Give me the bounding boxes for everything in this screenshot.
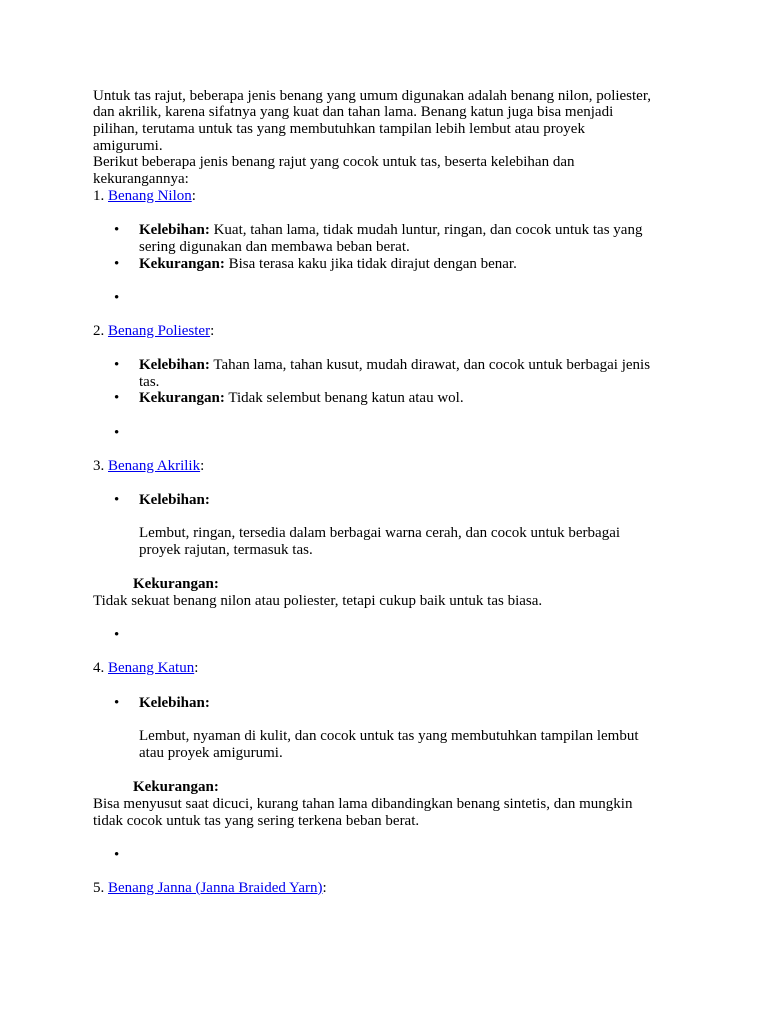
kekurangan-label: Kekurangan: bbox=[139, 390, 225, 406]
kelebihan-text-cont: tas. bbox=[139, 374, 160, 390]
heading-colon: : bbox=[194, 660, 199, 676]
section-heading-4 bbox=[93, 660, 198, 677]
kekurangan-label: Kekurangan: bbox=[133, 779, 219, 795]
section-number: 4. bbox=[93, 660, 108, 676]
empty-bullet-icon: • bbox=[114, 847, 120, 863]
section-heading-1 bbox=[93, 188, 196, 205]
link-benang-janna[interactable]: Benang Janna (Janna Braided Yarn) bbox=[108, 880, 323, 896]
kelebihan-text-cont: sering digunakan dan membawa beban berat. bbox=[139, 239, 410, 255]
bullet-icon: • bbox=[114, 390, 120, 406]
kekurangan-text: Bisa terasa kaku jika tidak dirajut dengan benar. bbox=[228, 256, 517, 272]
heading-colon: : bbox=[210, 323, 215, 339]
kelebihan-label bbox=[139, 695, 210, 712]
heading-colon: : bbox=[322, 880, 327, 896]
section-number: 1. bbox=[93, 188, 108, 204]
heading-colon: : bbox=[200, 458, 205, 474]
intro-line: kekurangannya: bbox=[93, 171, 189, 187]
link-benang-nilon[interactable]: Benang Nilon bbox=[108, 188, 192, 204]
kelebihan-item bbox=[139, 357, 650, 374]
kekurangan-text: Tidak selembut benang katun atau wol. bbox=[228, 390, 464, 406]
kelebihan-label-text: Kelebihan: bbox=[139, 492, 210, 508]
link-benang-akrilik[interactable]: Benang Akrilik bbox=[108, 458, 201, 474]
kelebihan-text: Lembut, nyaman di kulit, dan cocok untuk tas yang membutuhkan tampilan lembut bbox=[139, 728, 639, 744]
kekurangan-text-cont: tidak cocok untuk tas yang sering terkena beban berat. bbox=[93, 813, 420, 829]
kekurangan-item bbox=[139, 390, 464, 407]
section-heading-2 bbox=[93, 323, 214, 340]
kekurangan-item bbox=[139, 256, 517, 273]
empty-bullet-icon: • bbox=[114, 425, 120, 441]
kelebihan-text: Kuat, tahan lama, tidak mudah luntur, ringan, dan cocok untuk tas yang bbox=[213, 222, 643, 238]
bullet-icon: • bbox=[114, 357, 120, 373]
kelebihan-text-cont: atau proyek amigurumi. bbox=[139, 745, 283, 761]
intro-line: Berikut beberapa jenis benang rajut yang cocok untuk tas, beserta kelebihan dan bbox=[93, 154, 575, 170]
bullet-icon: • bbox=[114, 256, 120, 272]
intro-line: Untuk tas rajut, beberapa jenis benang yang umum digunakan adalah benang nilon, poliester, bbox=[93, 88, 651, 104]
kelebihan-item bbox=[139, 222, 642, 239]
section-number: 3. bbox=[93, 458, 108, 474]
section-heading-3 bbox=[93, 458, 204, 475]
kelebihan-text: Tahan lama, tahan kusut, mudah dirawat, dan cocok untuk berbagai jenis bbox=[213, 357, 651, 373]
link-benang-katun[interactable]: Benang Katun bbox=[108, 660, 195, 676]
section-number: 2. bbox=[93, 323, 108, 339]
kelebihan-text: Lembut, ringan, tersedia dalam berbagai warna cerah, dan cocok untuk berbagai bbox=[139, 525, 621, 541]
intro-line: dan akrilik, karena sifatnya yang kuat dan tahan lama. Benang katun juga bisa menjadi bbox=[93, 104, 614, 120]
kelebihan-label: Kelebihan: bbox=[139, 357, 210, 373]
intro-line: amigurumi. bbox=[93, 138, 163, 154]
kelebihan-label: Kelebihan: bbox=[139, 222, 210, 238]
kekurangan-text: Tidak sekuat benang nilon atau poliester, tetapi cukup baik untuk tas biasa. bbox=[93, 593, 543, 609]
section-number: 5. bbox=[93, 880, 108, 896]
kelebihan-text-cont: proyek rajutan, termasuk tas. bbox=[139, 542, 313, 558]
kelebihan-label-text: Kelebihan: bbox=[139, 695, 210, 711]
link-benang-poliester[interactable]: Benang Poliester bbox=[108, 323, 211, 339]
kekurangan-label: Kekurangan: bbox=[139, 256, 225, 272]
bullet-icon: • bbox=[114, 222, 120, 238]
heading-colon: : bbox=[191, 188, 196, 204]
kekurangan-text: Bisa menyusut saat dicuci, kurang tahan lama dibandingkan benang sintetis, dan mungkin bbox=[93, 796, 633, 812]
kekurangan-label: Kekurangan: bbox=[133, 576, 219, 592]
section-heading-5 bbox=[93, 880, 327, 897]
empty-bullet-icon: • bbox=[114, 290, 120, 306]
empty-bullet-icon: • bbox=[114, 627, 120, 643]
bullet-icon: • bbox=[114, 695, 120, 711]
intro-line: pilihan, terutama untuk tas yang membutuhkan tampilan lebih lembut atau proyek bbox=[93, 121, 585, 137]
kelebihan-label bbox=[139, 492, 210, 509]
bullet-icon: • bbox=[114, 492, 120, 508]
